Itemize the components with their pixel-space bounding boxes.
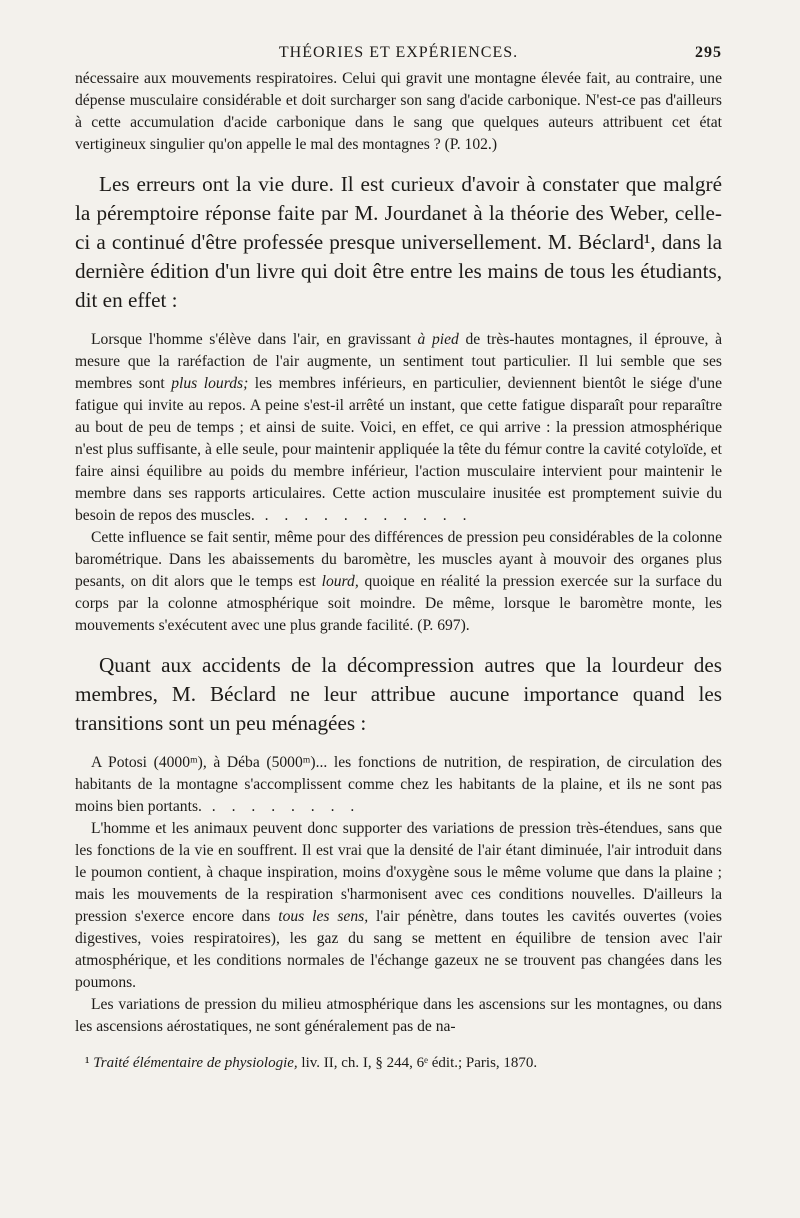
page-number: 295	[695, 44, 722, 61]
ellipsis-dots: . . . . . . . . . . .	[254, 507, 473, 524]
emphasis: lourd,	[321, 573, 359, 590]
book-page	[75, 40, 722, 1074]
quote-block-potosi	[75, 752, 722, 1038]
emphasis: tous les sens,	[278, 908, 369, 925]
footnote-text: liv. II, ch. I, § 244, 6ᵉ édit.; Paris, 1870.	[297, 1055, 538, 1071]
body-paragraph: Les erreurs ont la vie dure. Il est curieux d'avoir à constater que malgré la péremptoire réponse faite par M. Jourdanet à la théorie des Weber, celle-ci a continué d'être professée presque universellement. M. Béclard¹, dans la dernière édition d'un livre qui doit être entre les mains de tous les étudiants, dit en effet :	[75, 172, 722, 312]
running-header	[75, 40, 722, 68]
quote-paragraph: A Potosi (4000ᵐ), à Déba (5000ᵐ)... les fonctions de nutrition, de respiration, de circulation des habitants de la montagne s'accomplissent comme chez les habitants de la plaine, et ils ne sont pas moins bien portants. . . . . . . . .	[75, 754, 722, 815]
footnote-mark: ¹	[85, 1055, 90, 1071]
body-paragraph: Quant aux accidents de la décompression autres que la lourdeur des membres, M. Béclard ne leur attribue aucune importance quand les transitions sont un peu ménagées :	[75, 653, 722, 735]
author-paragraph-1	[75, 170, 722, 315]
emphasis: plus lourds;	[171, 375, 249, 392]
author-paragraph-2	[75, 651, 722, 738]
quote-block-continued	[75, 68, 722, 156]
quote-block-beclard	[75, 329, 722, 637]
footnote	[75, 1052, 722, 1074]
emphasis: à pied	[417, 331, 459, 348]
quote-paragraph: nécessaire aux mouvements respiratoires. Celui qui gravit une montagne élevée fait, au contraire, une dépense musculaire considérable et doit surcharger son sang d'acide carbonique. N'est-ce pas d'ailleurs à cette accumulation d'acide carbonique dans le sang que quelques auteurs attribuent cet état vertigineux singulier qu'on appelle le mal des montagnes ? (P. 102.)	[75, 70, 722, 153]
footnote-title: Traité élémentaire de physiologie,	[93, 1055, 298, 1071]
ellipsis-dots: . . . . . . . .	[201, 798, 361, 815]
quote-paragraph: L'homme et les animaux peuvent donc supporter des variations de pression très-étendues, sans que les fonctions de la vie en souffrent. Il est vrai que la densité de l'air étant diminuée, l'air introduit dans le poumon contient, à chaque inspiration, moins d'oxygène sous le même volume que dans la plaine ; mais les mouvements de la respiration s'harmonisent avec ces conditions nouvelles. D'ailleurs la pression s'exerce encore dans tous les sens, l'air pénètre, dans toutes les cavités ouvertes (voies digestives, voies respiratoires), les gaz du sang se mettent en équilibre de tension avec l'air atmosphérique, et les conditions normales de l'échange gazeux ne se trouvent pas changées dans les poumons.	[75, 820, 722, 991]
quote-paragraph: Les variations de pression du milieu atmosphérique dans les ascensions sur les montagnes, ou dans les ascensions aérostatiques, ne sont généralement pas de na-	[75, 996, 722, 1035]
running-title: THÉORIES ET EXPÉRIENCES.	[278, 44, 519, 61]
quote-paragraph: Cette influence se fait sentir, même pour des différences de pression peu considérables de la colonne barométrique. Dans les abaissements du baromètre, les muscles ayant à mouvoir des organes plus pesants, on dit alors que le temps est lourd, quoique en réalité la pression exercée sur la surface du corps par la colonne atmosphérique soit moindre. De même, lorsque le baromètre monte, les mouvements s'exécutent avec une plus grande facilité. (P. 697).	[75, 529, 723, 634]
quote-paragraph: Lorsque l'homme s'élève dans l'air, en gravissant à pied de très-hautes montagnes, il éprouve, à mesure que la raréfaction de l'air augmente, un sentiment tout particulier. Il lui semble que ses membres sont plus lourds; les membres inférieurs, en particulier, deviennent bientôt le siége d'une fatigue qui invite au repos. A peine s'est-il arrêté un instant, que cette fatigue disparaît pour reparaître au bout de peu de temps ; et ainsi de suite. Voici, en effet, ce qui arrive : la pression atmosphérique n'est plus suffisante, à elle seule, pour maintenir appliquée la tête du fémur contre la cavité cotyloïde, et faire ainsi équilibre au poids du membre inférieur, l'action musculaire intervient pour maintenir le membre dans ses rapports articulaires. Cette action musculaire inusitée est promptement suivie du besoin de repos des muscles. . . . . . . . . . . .	[75, 331, 723, 524]
